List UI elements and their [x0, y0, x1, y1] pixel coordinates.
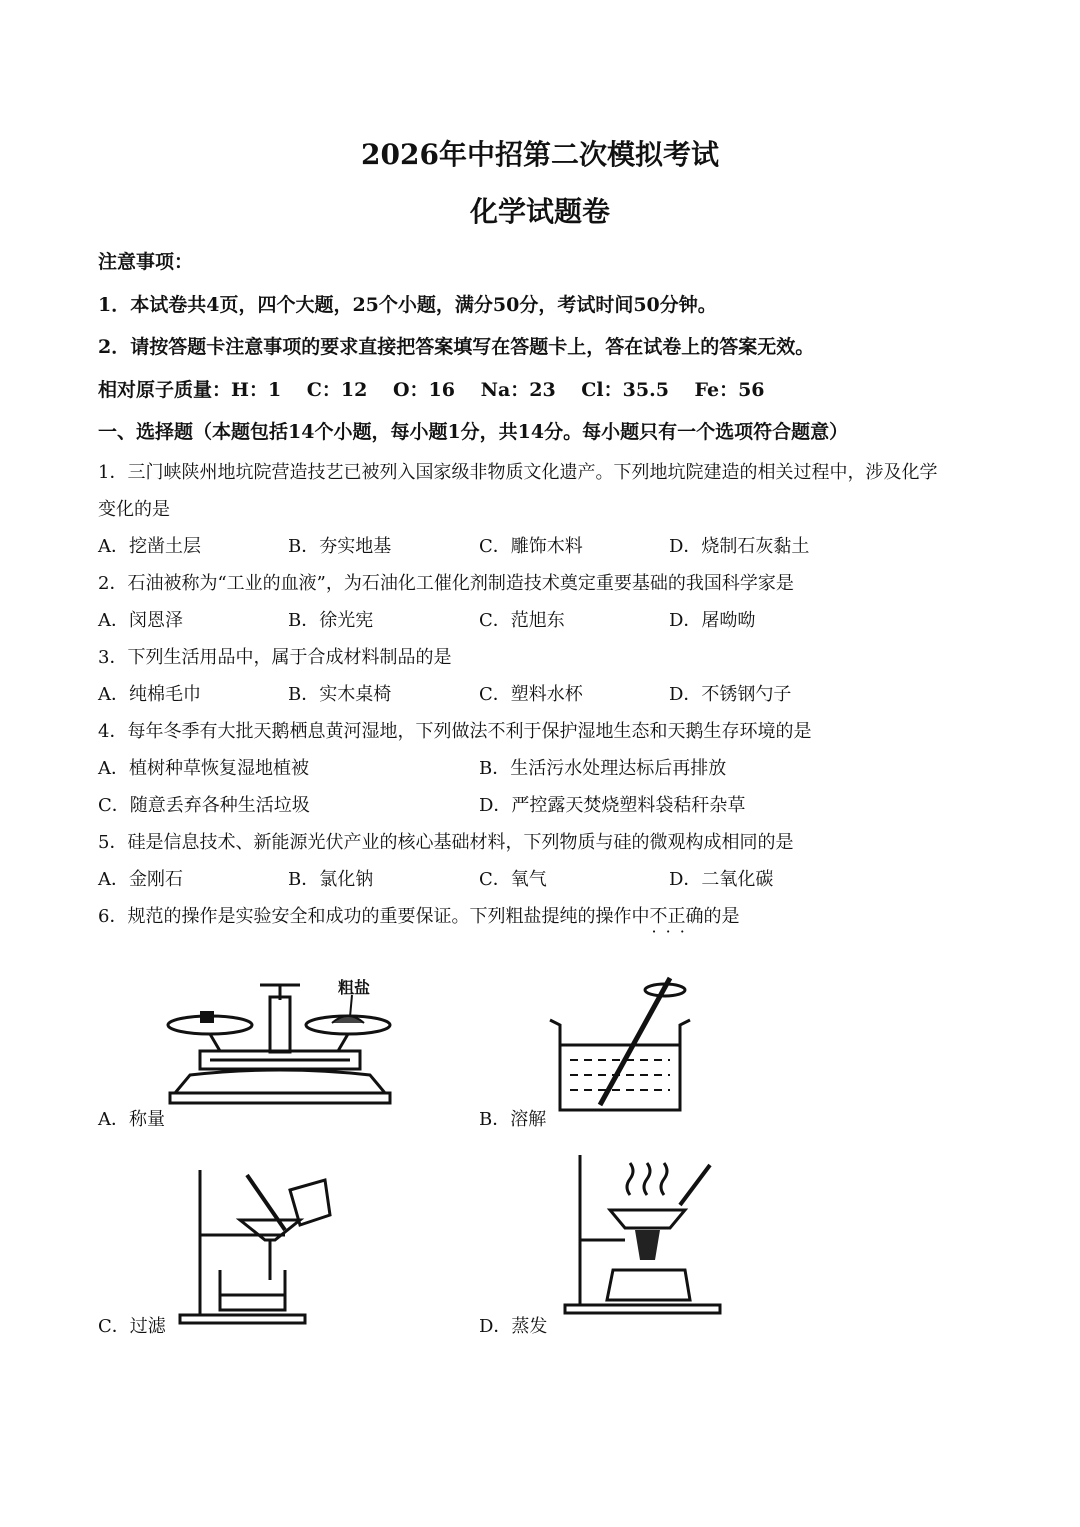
- balance-annotation: 粗盐: [338, 978, 371, 997]
- beaker-stir-icon: [540, 970, 710, 1120]
- exam-subtitle: 化学试题卷: [469, 195, 610, 228]
- question-4-stem: 4．每年冬季有大批天鹅栖息黄河湿地，下列做法不利于保护湿地生态和天鹅生存环境的是: [98, 721, 812, 742]
- question-4-option-c: C．随意丢弃各种生活垃圾: [98, 795, 310, 816]
- question-5-option-b: B．氯化钠: [288, 869, 374, 890]
- question-5-stem: 5．硅是信息技术、新能源光伏产业的核心基础材料，下列物质与硅的微观构成相同的是: [98, 832, 794, 853]
- question-2-stem: 2．石油被称为“工业的血液”，为石油化工催化剂制造技术奠定重要基础的我国科学家是: [98, 573, 794, 594]
- question-6-stem-suffix: 的是: [703, 906, 740, 927]
- question-2-option-b: B．徐光宪: [288, 610, 374, 631]
- question-5-option-a: A．金刚石: [98, 869, 183, 890]
- question-3-option-b: B．实木桌椅: [288, 684, 392, 705]
- question-6-stem-prefix: 6．规范的操作是实验安全和成功的重要保证。下列粗盐提纯的操作中: [98, 906, 650, 927]
- question-1-option-b: B．夯实地基: [288, 536, 392, 557]
- question-2-option-c: C．范旭东: [479, 610, 565, 631]
- question-2-option-a: A．闵恩泽: [98, 610, 183, 631]
- question-5-option-c: C．氧气: [479, 869, 547, 890]
- figure-b-label: B．溶解: [479, 1109, 547, 1130]
- question-6-stem: [98, 902, 739, 928]
- question-4-option-b: B．生活污水处理达标后再排放: [479, 758, 727, 779]
- figure-a-label: A．称量: [98, 1109, 165, 1130]
- question-1-option-d: D．烧制石灰黏土: [669, 536, 810, 557]
- balance-icon: [160, 975, 410, 1115]
- figure-d-label: D．蒸发: [479, 1316, 548, 1337]
- question-3-option-c: C．塑料水杯: [479, 684, 583, 705]
- question-5-option-d: D．二氧化碳: [669, 869, 774, 890]
- question-2-option-d: D．屠呦呦: [669, 610, 756, 631]
- section-1-heading: 一、选择题（本题包括14个小题，每小题1分，共14分。每小题只有一个选项符合题意）: [98, 421, 849, 443]
- figure-c-label: C．过滤: [98, 1316, 166, 1337]
- question-1-option-c: C．雕饰木料: [479, 536, 583, 557]
- question-1-option-a: A．挖凿土层: [98, 536, 201, 557]
- notice-item-2: 2．请按答题卡注意事项的要求直接把答案填写在答题卡上，答在试卷上的答案无效。: [98, 336, 815, 358]
- question-1-stem-line-2: 变化的是: [98, 499, 170, 520]
- question-4-option-a: A．植树种草恢复湿地植被: [98, 758, 309, 779]
- filtration-icon: [175, 1160, 345, 1330]
- question-6-emphasis: 不正确 · · ·: [649, 906, 703, 927]
- question-3-option-a: A．纯棉毛巾: [98, 684, 201, 705]
- question-1-stem-line-1: 1．三门峡陕州地坑院营造技艺已被列入国家级非物质文化遗产。下列地坑院建造的相关过程中，涉及化学: [98, 462, 938, 483]
- exam-title: 2026年中招第二次模拟考试: [361, 138, 719, 171]
- question-3-stem: 3．下列生活用品中，属于合成材料制品的是: [98, 647, 452, 668]
- notice-item-1: 1．本试卷共4页，四个大题，25个小题，满分50分，考试时间50分钟。: [98, 294, 717, 316]
- question-4-option-d: D．严控露天焚烧塑料袋秸秆杂草: [479, 795, 746, 816]
- question-3-option-d: D．不锈钢勺子: [669, 684, 792, 705]
- notice-heading: 注意事项：: [98, 251, 194, 273]
- atomic-mass-line: 相对原子质量：H：1 C：12 O：16 Na：23 Cl：35.5 Fe：56: [98, 379, 765, 401]
- evaporation-icon: [555, 1150, 730, 1320]
